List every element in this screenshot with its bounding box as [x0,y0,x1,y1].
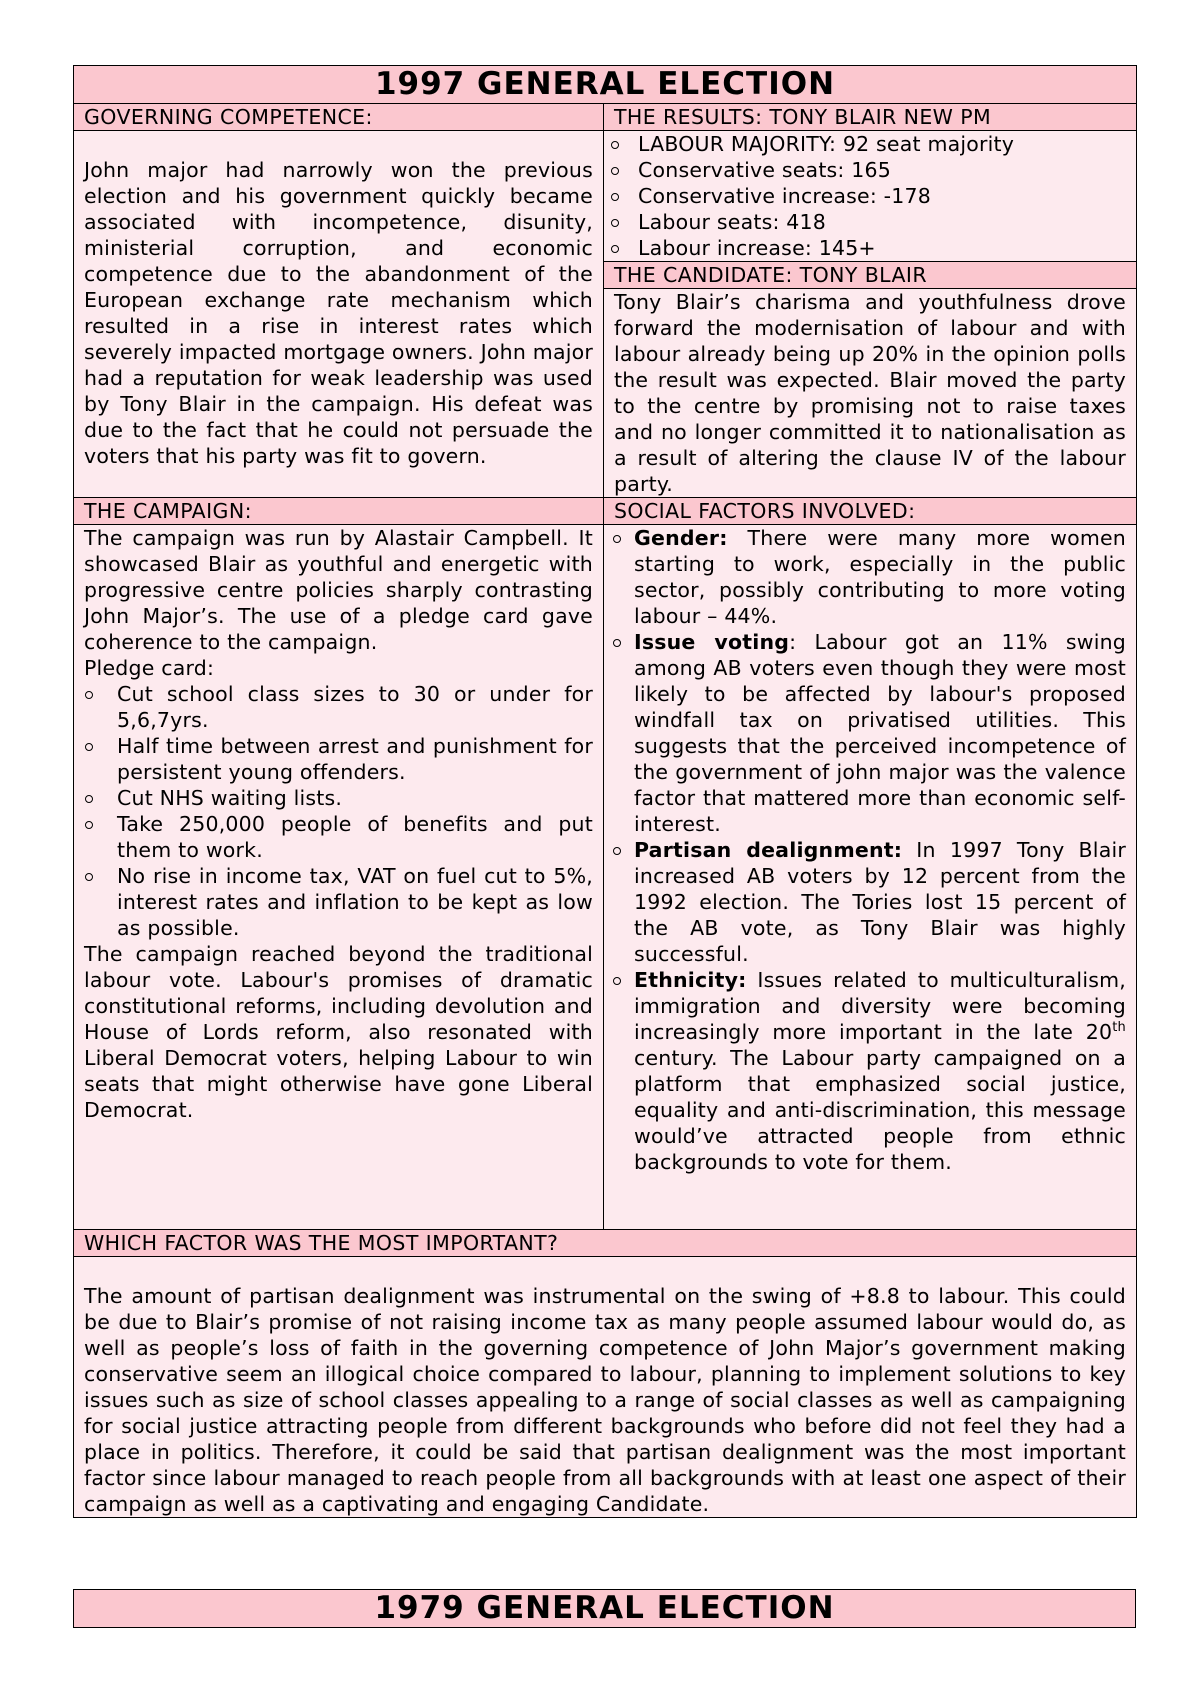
campaign-intro: The campaign was run by Alastair Campbell. It showcased Blair as youthful and energetic with progressive centre policies sharply contrasting John Major’s. The use of a pledge card gave coherence to the campaign. [84,526,593,654]
bullet-icon [84,863,104,889]
candidate-cell [604,289,1137,498]
bullet-icon [612,967,632,993]
governing-heading: GOVERNING COMPETENCE: [74,104,604,131]
candidate-text: Tony Blair’s charisma and youthfulness drove forward the modernisation of labour and with labour already being up 20% in the opinion polls the result was expected. Blair moved the party to the centre by promising not to raise taxes and no longer committed it to nationalisation as a result of altering the clause IV of the labour party. [614,290,1126,496]
list-item: Labour seats: 418 [604,209,1126,235]
bullet-icon [612,629,632,655]
important-heading: WHICH FACTOR WAS THE MOST IMPORTANT? [74,1230,1137,1257]
social-issue-voting: Issue voting: Labour got an 11% swing among AB voters even though they were most likely to be affected by labour's proposed windfall tax on privatised utilities. This suggests that the perceived incompetence of the government of john major was the valence factor that mattered more than economic self-interest. [612,629,1126,837]
results-heading: THE RESULTS: TONY BLAIR NEW PM [604,104,1137,131]
bullet-icon [84,811,104,837]
election-1997-table [73,65,1137,1518]
social-gender: Gender: There were many more women starting to work, especially in the public sector, possibly contributing to more voting labour – 44%. [612,525,1126,629]
social-list [612,525,1126,1175]
bullet-icon [84,681,104,707]
list-item: No rise in income tax, VAT on fuel cut to 5%, interest rates and inflation to be kept as low as possible. [84,863,593,941]
important-text: The amount of partisan dealignment was instrumental on the swing of +8.8 to labour. This could be due to Blair’s promise of not raising income tax as many people assumed labour would do, as well as people’s loss of faith in the governing competence of John Major’s government making conservative seem an illogical choice compared to labour, planning to implement solutions to key issues such as size of school classes appealing to a range of social classes as well as campaigning for social justice attracting people from different backgrounds who before did not feel they had a place in politics. Therefore, it could be said that partisan dealignment was the most important factor since labour managed to reach people from all backgrounds with at least one aspect of their campaign as well as a captivating and engaging Candidate. [84,1284,1126,1516]
election-1979-sheet [73,1589,1136,1628]
social-ethnicity: Ethnicity: Issues related to multiculturalism, immigration and diversity were becoming increasingly more important in the late 20th century. The Labour party campaigned on a platform that emphasized social justice, equality and anti-discrimination, this message would’ve attracted people from ethnic backgrounds to vote for them. [612,967,1126,1175]
bullet-icon [612,837,632,863]
campaign-heading: THE CAMPAIGN: [74,498,604,525]
campaign-outro: The campaign reached beyond the traditional labour vote. Labour's promises of dramatic constitutional reforms, including devolution and House of Lords reform, also resonated with Liberal Democrat voters, helping Labour to win seats that might otherwise have gone Liberal Democrat. [84,942,593,1122]
campaign-cell [74,525,604,1230]
list-item: Conservative increase: -178 [604,183,1126,209]
list-item: Cut school class sizes to 30 or under for 5,6,7yrs. [84,681,593,733]
list-item: Conservative seats: 165 [604,157,1126,183]
list-item: Cut NHS waiting lists. [84,785,593,811]
results-list [604,131,1126,261]
social-partisan: Partisan dealignment: In 1997 Tony Blair increased AB voters by 12 percent from the 1992 election. The Tories lost 15 percent of the AB vote, as Tony Blair was highly successful. [612,837,1126,967]
bullet-icon [612,525,632,551]
governing-cell [74,131,604,498]
bullet-icon [84,733,104,759]
results-cell [604,131,1137,262]
section-title-1979: 1979 GENERAL ELECTION [74,1590,1136,1628]
pledge-label: Pledge card: [84,656,215,680]
list-item: Take 250,000 people of benefits and put them to work. [84,811,593,863]
election-1979-table [73,1589,1136,1628]
page-title: 1997 GENERAL ELECTION [74,66,1137,104]
bullet-icon [84,785,104,811]
list-item: Half time between arrest and punishment for persistent young offenders. [84,733,593,785]
important-cell [74,1257,1137,1518]
pledge-list [84,681,593,941]
governing-text: John major had narrowly won the previous election and his government quickly became associated with incompetence, disunity, ministerial corruption, and economic competence due to the abandonment of the European exchange rate mechanism which resulted in a rise in interest rates which severely impacted mortgage owners. John major had a reputation for weak leadership was used by Tony Blair in the campaign. His defeat was due to the fact that he could not persuade the voters that his party was fit to govern. [84,158,593,468]
list-item: Labour increase: 145+ [604,235,1126,261]
social-heading: SOCIAL FACTORS INVOLVED: [604,498,1137,525]
candidate-heading: THE CANDIDATE: TONY BLAIR [604,262,1137,289]
list-item: LABOUR MAJORITY: 92 seat majority [604,131,1126,157]
social-cell [604,525,1137,1230]
election-1997-sheet [73,65,1136,1518]
